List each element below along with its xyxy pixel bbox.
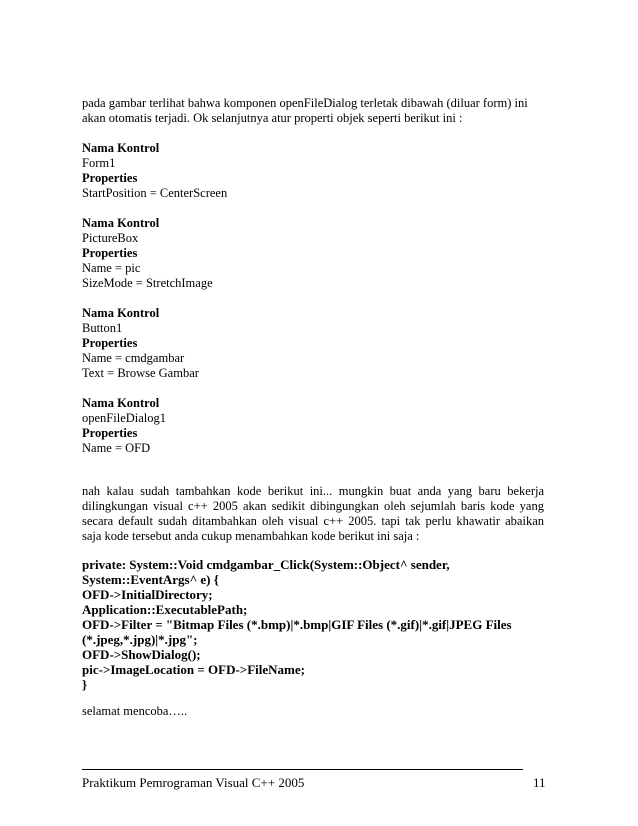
property-line: Text = Browse Gambar <box>82 366 199 380</box>
paragraph-line: dilingkungan visual c++ 2005 akan sedikit dibingungkan oleh sejumlah baris kode yang <box>82 499 544 513</box>
control-heading: Nama Kontrol <box>82 396 160 410</box>
code-listing <box>82 557 544 692</box>
paragraph-line: nah kalau sudah tambahkan kode berikut ini... mungkin buat anda yang baru bekerja <box>82 484 544 498</box>
control-block-button1 <box>82 306 544 381</box>
intro-line: akan otomatis terjadi. Ok selanjutnya atur properti objek seperti berikut ini : <box>82 111 463 125</box>
properties-heading: Properties <box>82 336 138 350</box>
control-block-openfiledialog <box>82 396 544 456</box>
paragraph-line: saja kode tersebut anda cukup menambahkan kode berikut ini saja : <box>82 529 420 543</box>
instruction-paragraph <box>82 484 544 544</box>
paragraph-line: secara default sudah ditambahkan oleh visual c++ 2005. tapi tak perlu khawatir abaikan <box>82 514 544 528</box>
control-name: Button1 <box>82 321 123 335</box>
code-line: } <box>82 677 88 692</box>
page-body <box>82 96 544 719</box>
property-line: Name = OFD <box>82 441 151 455</box>
code-line: OFD->ShowDialog(); <box>82 647 201 662</box>
closing-text: selamat mencoba….. <box>82 704 188 718</box>
footer-divider <box>82 769 523 770</box>
page-number: 11 <box>533 775 546 790</box>
property-line: StartPosition = CenterScreen <box>82 186 228 200</box>
property-line: Name = pic <box>82 261 141 275</box>
property-line: Name = cmdgambar <box>82 351 185 365</box>
control-heading: Nama Kontrol <box>82 141 160 155</box>
properties-heading: Properties <box>82 246 138 260</box>
property-line: SizeMode = StretchImage <box>82 276 213 290</box>
properties-heading: Properties <box>82 426 138 440</box>
control-block-form1 <box>82 141 544 201</box>
code-line: OFD->InitialDirectory; <box>82 587 213 602</box>
code-line: private: System::Void cmdgambar_Click(System::Object^ sender, <box>82 557 450 572</box>
properties-heading: Properties <box>82 171 138 185</box>
code-line: OFD->Filter = "Bitmap Files (*.bmp)|*.bmp|GIF Files (*.gif)|*.gif|JPEG Files <box>82 617 512 632</box>
control-name: Form1 <box>82 156 116 170</box>
intro-paragraph <box>82 96 544 126</box>
code-line: Application::ExecutablePath; <box>82 602 248 617</box>
code-line: System::EventArgs^ e) { <box>82 572 219 587</box>
footer-title: Praktikum Pemrograman Visual C++ 2005 <box>82 775 305 790</box>
control-block-picturebox <box>82 216 544 291</box>
code-line: (*.jpeg,*.jpg)|*.jpg"; <box>82 632 198 647</box>
intro-line: pada gambar terlihat bahwa komponen openFileDialog terletak dibawah (diluar form) ini <box>82 96 528 110</box>
code-line: pic->ImageLocation = OFD->FileName; <box>82 662 305 677</box>
control-heading: Nama Kontrol <box>82 306 160 320</box>
control-name: PictureBox <box>82 231 139 245</box>
control-heading: Nama Kontrol <box>82 216 160 230</box>
control-name: openFileDialog1 <box>82 411 167 425</box>
